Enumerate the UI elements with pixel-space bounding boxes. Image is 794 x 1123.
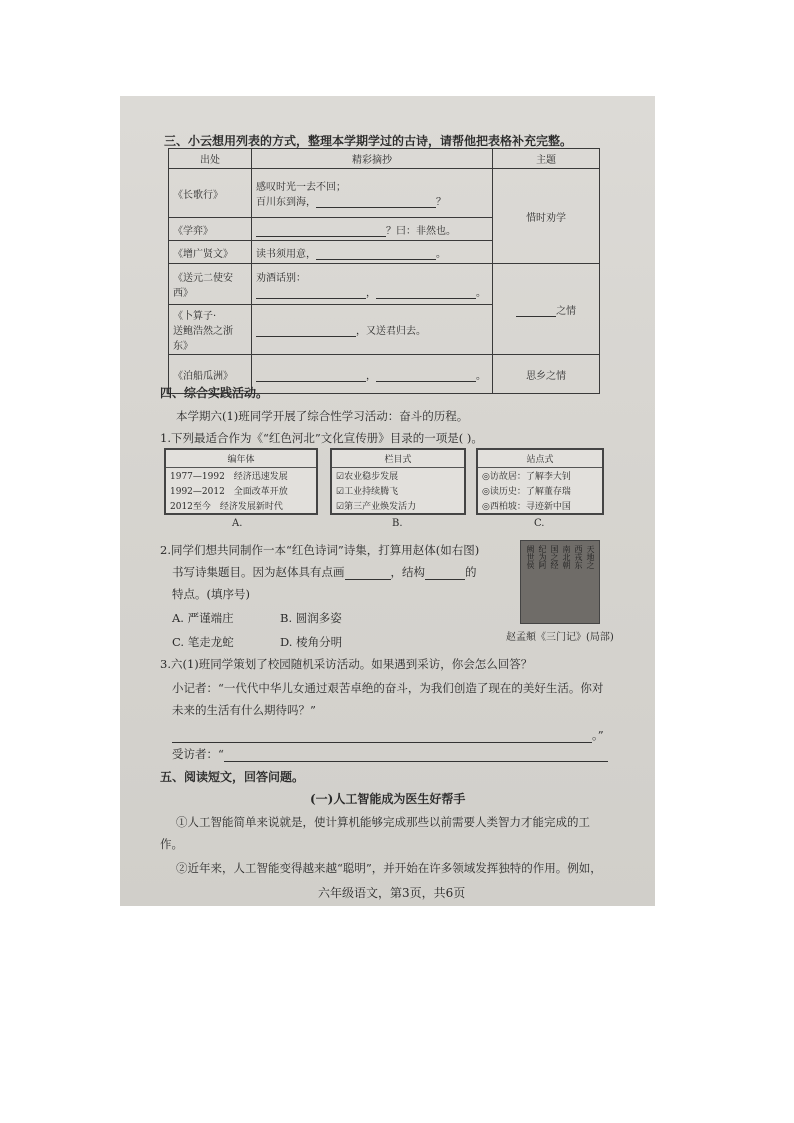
box-row: ☑第三产业焕发活力	[336, 502, 417, 512]
answer-blank[interactable]	[316, 197, 436, 208]
option-c: C. 笔走龙蛇	[172, 635, 234, 649]
q2-text: 书写诗集题目。因为赵体具有点画	[172, 565, 345, 579]
answer-blank[interactable]	[256, 288, 366, 299]
row-source	[169, 305, 252, 355]
option-box-b	[330, 448, 466, 515]
excerpt-text: 。	[475, 288, 486, 299]
paragraph-1-line-2: 作。	[160, 837, 183, 851]
row-source: 《学弈》	[169, 218, 252, 241]
box-row: ☑工业持续腾飞	[336, 487, 399, 497]
option-label-c: C.	[534, 518, 545, 529]
reporter-line-2: 未来的生活有什么期待吗？”	[172, 703, 316, 717]
answer-blank[interactable]	[516, 306, 556, 317]
excerpt-text: 读书须用意，	[255, 248, 316, 260]
option-label-b: B.	[392, 518, 403, 529]
paragraph-1-line-1: ①人工智能简单来说就是，使计算机能够完成那些以前需要人类智力才能完成的工	[176, 815, 590, 829]
header-excerpt: 精彩摘抄	[251, 149, 492, 169]
excerpt-text: ？	[435, 197, 446, 208]
theme-cell: 惜时劝学	[493, 169, 600, 264]
row-excerpt	[251, 241, 492, 264]
box-header: 编年体	[166, 450, 316, 468]
box-row: ◎读历史：了解董存瑞	[482, 487, 571, 497]
table-header-row	[169, 149, 600, 169]
header-source: 出处	[169, 149, 252, 169]
row-excerpt	[251, 169, 492, 218]
option-d: D. 棱角分明	[280, 635, 343, 649]
excerpt-line: 感叹时光一去不回；	[255, 182, 346, 193]
row-excerpt	[251, 264, 492, 305]
excerpt-text: 。	[435, 248, 446, 260]
reporter-line-1: 小记者：“一代代中华儿女通过艰苦卓绝的奋斗，为我们创造了现在的美好生活。你对	[172, 681, 604, 695]
passage-title: (一)人工智能成为医生好帮手	[310, 792, 466, 806]
option-label-a: A.	[232, 518, 243, 529]
excerpt-line	[256, 193, 488, 208]
answer-line-1[interactable]	[172, 724, 608, 742]
question-3: 3.六(1)班同学策划了校园随机采访活动。如果遇到采访，你会怎么回答？	[160, 657, 533, 671]
section4-intro: 本学期六(1)班同学开展了综合性学习活动：奋斗的历程。	[176, 409, 469, 423]
section4-title: 四、综合实践活动。	[160, 386, 269, 400]
poem-table	[168, 148, 600, 394]
answer-blank[interactable]	[316, 249, 436, 260]
answer-blank[interactable]	[425, 569, 465, 580]
answer-blank[interactable]	[256, 226, 386, 237]
excerpt-text: ，	[365, 370, 376, 382]
q2-text: ，结构	[390, 565, 425, 579]
header-theme: 主题	[493, 149, 600, 169]
box-row: ☑农业稳步发展	[336, 472, 399, 482]
box-row: 1977—1992 经济迅速发展	[170, 472, 288, 482]
row-source: 《长歌行》	[169, 169, 252, 218]
option-b: B. 圆润多姿	[280, 611, 342, 625]
calligraphy-column: 纪为阿	[538, 545, 547, 569]
excerpt-text: 百川东到海，	[255, 197, 316, 208]
scanned-page	[120, 96, 655, 906]
section3-title: 三、小云想用列表的方式，整理本学期学过的古诗，请帮他把表格补充完整。	[164, 134, 573, 148]
answer-blank[interactable]	[376, 371, 476, 382]
calligraphy-column: 西戎东	[574, 545, 583, 569]
box-header: 站点式	[478, 450, 602, 468]
box-row: 2012至今 经济发展新时代	[170, 502, 283, 512]
question-2-line3: 特点。(填序号)	[172, 587, 250, 601]
section5-title: 五、阅读短文，回答问题。	[160, 770, 305, 784]
box-row: 1992—2012 全面改革开放	[170, 487, 288, 497]
calligraphy-column: 天地之	[586, 545, 595, 569]
row-excerpt	[251, 218, 492, 241]
row-excerpt	[251, 305, 492, 355]
excerpt-text: ，又送君归去。	[355, 326, 426, 337]
answer-blank[interactable]	[256, 371, 366, 382]
option-box-a	[164, 448, 318, 515]
theme-cell	[493, 264, 600, 355]
close-quote: 。”	[592, 728, 604, 742]
excerpt-line	[256, 284, 488, 299]
table-row	[169, 264, 600, 305]
excerpt-text: 。	[475, 370, 486, 382]
interviewee-label: 受访者：“	[172, 747, 224, 761]
row-source: 《送元二使安西》	[169, 264, 252, 305]
source-line: 《卜算子·	[173, 311, 217, 322]
calligraphy-caption: 赵孟頫《三门记》(局部)	[506, 632, 614, 643]
page-footer: 六年级语文，第3页，共6页	[318, 886, 466, 900]
calligraphy-sample-image	[520, 540, 600, 624]
answer-blank[interactable]	[256, 326, 356, 337]
box-header: 栏目式	[332, 450, 464, 468]
q2-text: 的	[465, 565, 477, 579]
answer-blank[interactable]	[345, 569, 391, 580]
box-row: ◎访故居：了解李大钊	[482, 472, 571, 482]
excerpt-line: 劝酒话别：	[255, 273, 306, 284]
box-row: ◎西柏坡：寻迹新中国	[482, 502, 571, 512]
answer-blank[interactable]	[172, 732, 592, 743]
excerpt-text: ，	[365, 288, 376, 299]
calligraphy-column: 南北朝	[562, 545, 571, 569]
table-row	[169, 169, 600, 218]
interviewee-line	[172, 746, 608, 762]
calligraphy-column: 阙世侯	[526, 545, 535, 569]
row-source: 《增广贤文》	[169, 241, 252, 264]
option-a: A. 严谨端庄	[172, 611, 234, 625]
question-1: 1.下列最适合作为《“红色河北”文化宣传册》目录的一项是( )。	[160, 431, 483, 445]
question-2-line1: 2.同学们想共同制作一本“红色诗词”诗集，打算用赵体(如右图)	[160, 543, 480, 557]
question-2-line2	[172, 564, 477, 580]
theme-text: 之情	[556, 305, 577, 317]
source-line: 送鲍浩然之浙东》	[173, 326, 233, 352]
excerpt-text: ？曰：非然也。	[385, 225, 456, 237]
row-source: 《泊船瓜洲》	[169, 355, 252, 394]
theme-cell: 思乡之情	[493, 355, 600, 394]
answer-blank[interactable]	[376, 288, 476, 299]
calligraphy-column: 国之经	[550, 545, 559, 569]
option-box-c	[476, 448, 604, 515]
row-excerpt	[251, 355, 492, 394]
answer-blank[interactable]	[224, 751, 608, 762]
paragraph-2-line-1: ②近年来，人工智能变得越来越“聪明”，并开始在许多领域发挥独特的作用。例如，	[176, 861, 602, 875]
